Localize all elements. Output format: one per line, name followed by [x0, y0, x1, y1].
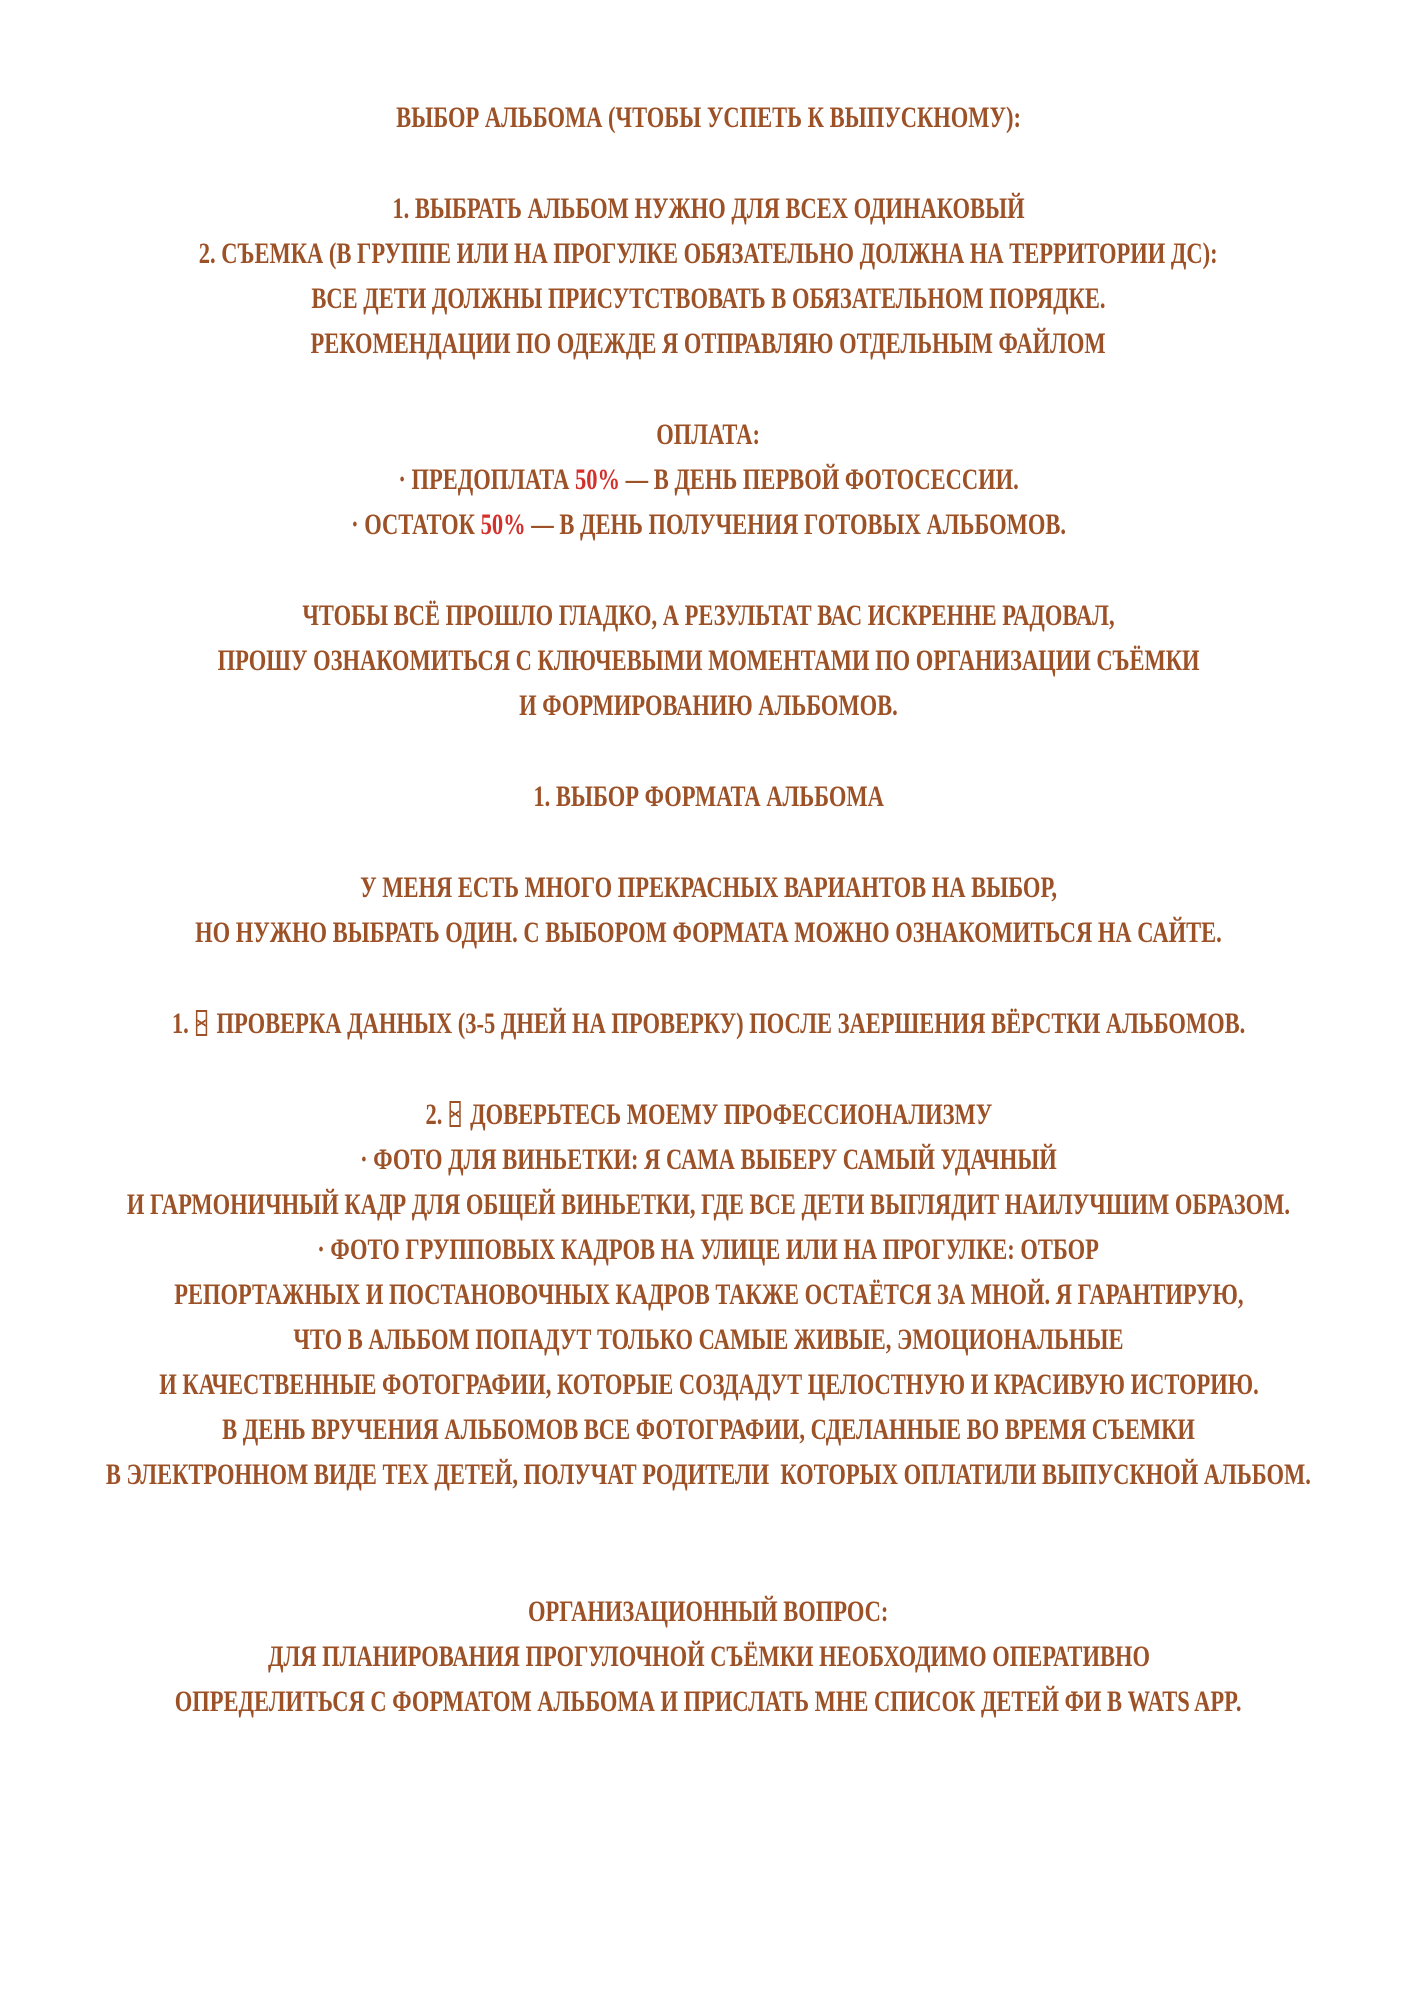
text-segment: В ДЕНЬ ВРУЧЕНИЯ АЛЬБОМОВ ВСЕ ФОТОГРАФИИ, СДЕЛАННЫЕ ВО ВРЕМЯ СЪЕМКИ	[222, 1413, 1195, 1446]
text-segment: ПРОШУ ОЗНАКОМИТЬСЯ С КЛЮЧЕВЫМИ МОМЕНТАМИ ПО ОРГАНИЗАЦИИ СЪЁМКИ	[217, 644, 1200, 677]
text-line-content	[318, 1227, 1100, 1272]
text-segment: · ПРЕДОПЛАТА	[398, 463, 575, 496]
text-line	[0, 231, 1417, 276]
text-segment: · ФОТО ГРУППОВЫХ КАДРОВ НА УЛИЦЕ ИЛИ НА ПРОГУЛКЕ: ОТБОР	[317, 1233, 1100, 1266]
text-segment: ЧТО В АЛЬБОМ ПОПАДУТ ТОЛЬКО САМЫЕ ЖИВЫЕ, ЭМОЦИОНАЛЬНЫЕ	[293, 1323, 1124, 1356]
data-check-item	[0, 1001, 1417, 1046]
text-segment: РЕПОРТАЖНЫХ И ПОСТАНОВОЧНЫХ КАДРОВ ТАКЖЕ ОСТАЁТСЯ ЗА МНОЙ. Я ГАРАНТИРУЮ,	[173, 1278, 1244, 1311]
highlighted-percent: 50%	[480, 508, 526, 541]
text-line	[0, 910, 1417, 955]
professionalism-item	[0, 1092, 1417, 1497]
text-line-content	[268, 1634, 1150, 1679]
text-line	[0, 865, 1417, 910]
text-segment: — В ДЕНЬ ПЕРВОЙ ФОТОСЕССИИ.	[619, 463, 1019, 496]
text-line	[0, 593, 1417, 638]
text-line	[0, 1317, 1417, 1362]
text-line-content	[195, 910, 1222, 955]
text-line	[0, 1227, 1417, 1272]
text-line-content	[311, 276, 1105, 321]
text-line	[0, 1362, 1417, 1407]
highlighted-percent: 50%	[574, 463, 620, 496]
section-format-heading	[0, 774, 1417, 819]
text-segment: ДЛЯ ПЛАНИРОВАНИЯ ПРОГУЛОЧНОЙ СЪЁМКИ НЕОБХОДИМО ОПЕРАТИВНО	[267, 1640, 1150, 1673]
text-line-content	[218, 638, 1200, 683]
text-line-content	[657, 412, 761, 457]
text-line-content	[106, 1452, 1311, 1497]
text-segment: ОПЛАТА:	[656, 418, 761, 451]
text-line	[0, 683, 1417, 728]
text-line	[0, 321, 1417, 366]
text-segment: ЧТОБЫ ВСЁ ПРОШЛО ГЛАДКО, А РЕЗУЛЬТАТ ВАС ИСКРЕННЕ РАДОВАЛ,	[302, 599, 1115, 632]
text-segment: · ОСТАТОК	[351, 508, 481, 541]
text-segment: 1.	[171, 1007, 195, 1040]
text-line-content	[533, 774, 883, 819]
text-segment: НО НУЖНО ВЫБРАТЬ ОДИН. С ВЫБОРОМ ФОРМАТА МОЖНО ОЗНАКОМИТЬСЯ НА САЙТЕ.	[195, 916, 1222, 949]
text-segment: ВСЕ ДЕТИ ДОЛЖНЫ ПРИСУТСТВОВАТЬ В ОБЯЗАТЕЛЬНОМ ПОРЯДКЕ.	[311, 282, 1106, 315]
text-line	[0, 276, 1417, 321]
text-line-content	[311, 321, 1106, 366]
general-rules	[0, 186, 1417, 366]
text-line	[0, 1137, 1417, 1182]
text-segment: ДОВЕРЬТЕСЬ МОЕМУ ПРОФЕССИОНАЛИЗМУ	[464, 1098, 992, 1131]
text-line-content	[199, 231, 1218, 276]
text-line-content	[528, 1589, 888, 1634]
text-line	[0, 1001, 1417, 1046]
text-segment: И КАЧЕСТВЕННЫЕ ФОТОГРАФИИ, КОТОРЫЕ СОЗДАДУТ ЦЕЛОСТНУЮ И КРАСИВУЮ ИСТОРИЮ.	[158, 1368, 1259, 1401]
text-segment: ОПРЕДЕЛИТЬСЯ С ФОРМАТОМ АЛЬБОМА И ПРИСЛАТЬ МНЕ СПИСОК ДЕТЕЙ ФИ В WATS APP.	[175, 1685, 1242, 1718]
text-line-content	[172, 1001, 1245, 1046]
text-line	[0, 774, 1417, 819]
text-segment: · ФОТО ДЛЯ ВИНЬЕТКИ: Я САМА ВЫБЕРУ САМЫЙ УДАЧНЫЙ	[360, 1143, 1057, 1176]
text-line	[0, 1182, 1417, 1227]
text-segment: В ЭЛЕКТРОННОМ ВИДЕ ТЕХ ДЕТЕЙ, ПОЛУЧАТ РОДИТЕЛИ КОТОРЫХ ОПЛАТИЛИ ВЫПУСКНОЙ АЛЬБОМ.	[106, 1458, 1311, 1491]
text-segment: И ГАРМОНИЧНЫЙ КАДР ДЛЯ ОБЩЕЙ ВИНЬЕТКИ, ГДЕ ВСЕ ДЕТИ ВЫГЛЯДИТ НАИЛУЧШИМ ОБРАЗОМ.	[126, 1188, 1291, 1221]
text-line-content	[360, 865, 1057, 910]
text-segment: 2.	[425, 1098, 448, 1131]
text-line	[0, 1679, 1417, 1724]
text-line	[0, 1272, 1417, 1317]
text-segment: РЕКОМЕНДАЦИИ ПО ОДЕЖДЕ Я ОТПРАВЛЯЮ ОТДЕЛЬНЫМ ФАЙЛОМ	[310, 327, 1107, 360]
text-line-content	[360, 1137, 1057, 1182]
text-line	[0, 1452, 1417, 1497]
text-line	[0, 1407, 1417, 1452]
text-line	[0, 502, 1417, 547]
text-line	[0, 457, 1417, 502]
payment-terms	[0, 412, 1417, 547]
text-line	[0, 412, 1417, 457]
text-line-content	[519, 683, 898, 728]
text-line-content	[175, 1679, 1242, 1724]
document-body	[0, 186, 1417, 1724]
text-line-content	[174, 1272, 1243, 1317]
text-segment: 2. СЪЕМКА (В ГРУППЕ ИЛИ НА ПРОГУЛКЕ ОБЯЗАТЕЛЬНО ДОЛЖНА НА ТЕРРИТОРИИ ДС):	[199, 237, 1218, 270]
text-line-content	[222, 1407, 1195, 1452]
text-line-content	[425, 1092, 992, 1137]
text-line-content	[302, 593, 1114, 638]
text-segment: 1. ВЫБРАТЬ АЛЬБОМ НУЖНО ДЛЯ ВСЕХ ОДИНАКОВЫЙ	[392, 192, 1025, 225]
text-line	[0, 1092, 1417, 1137]
intro-note	[0, 593, 1417, 728]
missing-glyph-icon	[196, 1010, 207, 1036]
page-title-text: ВЫБОР АЛЬБОМА (ЧТОБЫ УСПЕТЬ К ВЫПУСКНОМУ):	[396, 101, 1021, 134]
text-line-content	[392, 186, 1024, 231]
text-segment: ОРГАНИЗАЦИОННЫЙ ВОПРОС:	[528, 1595, 889, 1628]
text-segment: У МЕНЯ ЕСТЬ МНОГО ПРЕКРАСНЫХ ВАРИАНТОВ НА ВЫБОР,	[360, 871, 1057, 904]
organizational-question	[0, 1589, 1417, 1724]
text-line-content	[159, 1362, 1259, 1407]
text-segment: ПРОВЕРКА ДАННЫХ (3-5 ДНЕЙ НА ПРОВЕРКУ) ПОСЛЕ ЗАЕРШЕНИЯ ВЁРСТКИ АЛЬБОМОВ.	[210, 1007, 1246, 1040]
text-line	[0, 186, 1417, 231]
page-title	[0, 95, 1417, 140]
text-line-content	[127, 1182, 1290, 1227]
format-choice-note	[0, 865, 1417, 955]
text-segment: И ФОРМИРОВАНИЮ АЛЬБОМОВ.	[519, 689, 898, 722]
text-segment: 1. ВЫБОР ФОРМАТА АЛЬБОМА	[533, 780, 884, 813]
text-line	[0, 638, 1417, 683]
missing-glyph-icon	[449, 1101, 460, 1127]
text-line-content	[351, 502, 1066, 547]
text-line	[0, 1589, 1417, 1634]
text-line	[0, 1634, 1417, 1679]
text-line-content	[398, 457, 1018, 502]
text-line-content	[293, 1317, 1123, 1362]
text-segment: — В ДЕНЬ ПОЛУЧЕНИЯ ГОТОВЫХ АЛЬБОМОВ.	[525, 508, 1066, 541]
